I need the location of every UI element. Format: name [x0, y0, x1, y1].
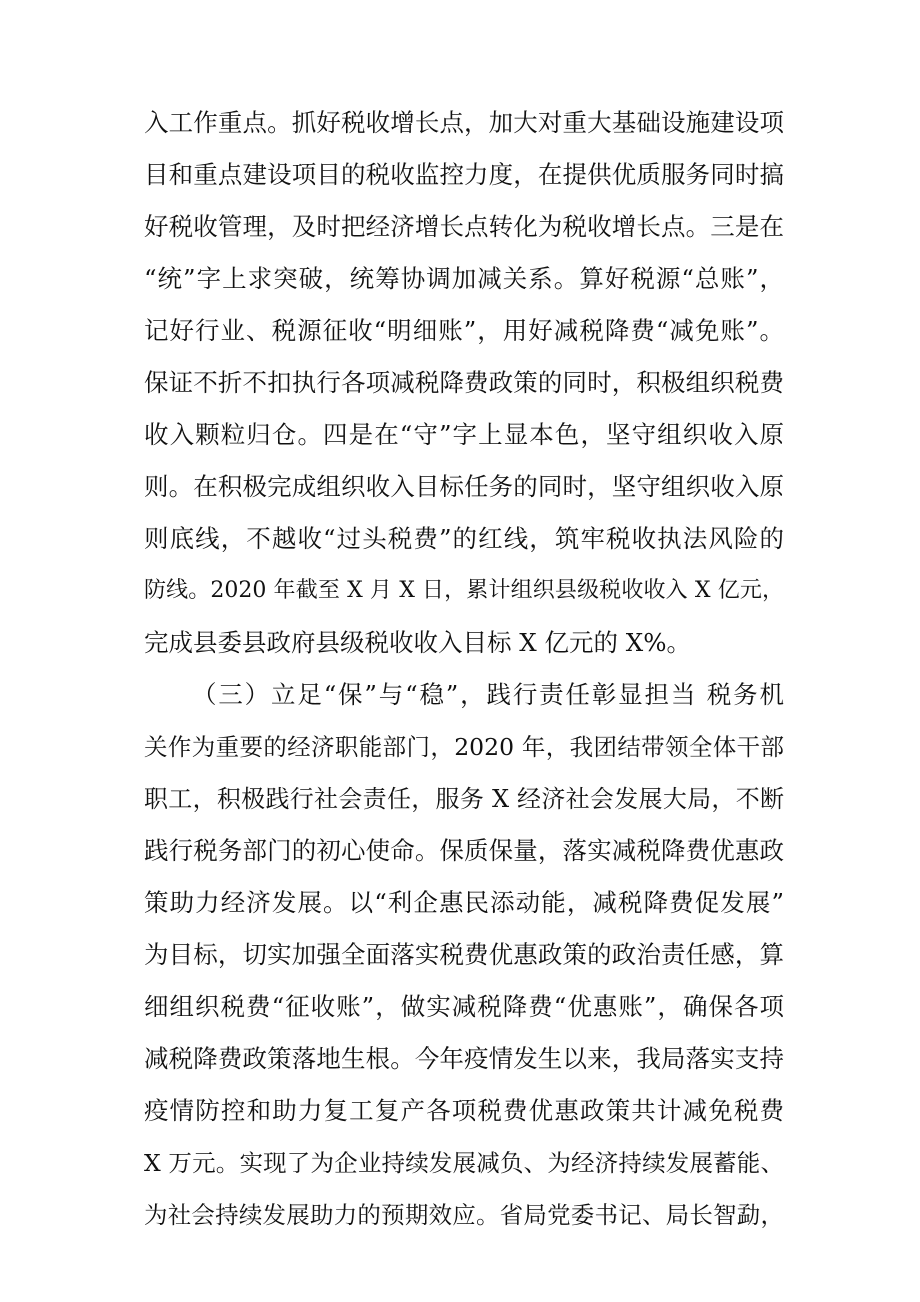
text-line: 关作为重要的经济职能部门，2020 年，我团结带领全体干部 [144, 733, 784, 761]
text-line: 细组织税费“征收账”，做实减税降费“优惠账”，确保各项 [144, 992, 784, 1021]
text-line: “统”字上求突破，统筹协调加减关系。算好税源“总账”， [144, 264, 784, 293]
text-line: 入工作重点。抓好税收增长点，加大对重大基础设施建设项 [144, 108, 784, 137]
text-line: 完成县委县政府县级税收收入目标 X 亿元的 X%。 [144, 628, 692, 657]
text-line: 减税降费政策落地生根。今年疫情发生以来，我局落实支持 [144, 1044, 784, 1073]
text-line: 践行税务部门的初心使命。保质保量，落实减税降费优惠政 [144, 836, 784, 865]
text-line: 则。在积极完成组织收入目标任务的同时，坚守组织收入原 [144, 472, 784, 501]
text-line: 收入颗粒归仓。四是在“守”字上显本色，坚守组织收入原 [144, 420, 784, 449]
section-heading-line: （三）立足“保”与“稳”，践行责任彰显担当 税务机 [192, 680, 784, 709]
text-line: 策助力经济发展。以“利企惠民添动能，减税降费促发展” [144, 888, 784, 917]
text-line: 记好行业、税源征收“明细账”，用好减税降费“减免账”。 [144, 316, 784, 345]
text-line: 为社会持续发展助力的预期效应。省局党委书记、局长智勐， [144, 1201, 784, 1229]
text-line: 保证不折不扣执行各项减税降费政策的同时，积极组织税费 [144, 368, 784, 397]
text-line: 为目标，切实加强全面落实税费优惠政策的政治责任感，算 [144, 940, 784, 969]
text-line: 防线。2020 年截至 X 月 X 日，累计组织县级税收收入 X 亿元， [144, 578, 784, 603]
text-line: 疫情防控和助力复工复产各项税费优惠政策共计减免税费 [144, 1096, 784, 1125]
text-line: 则底线，不越收“过头税费”的红线，筑牢税收执法风险的 [144, 524, 784, 553]
text-line: 好税收管理，及时把经济增长点转化为税收增长点。三是在 [144, 212, 784, 241]
text-line: X 万元。实现了为企业持续发展减负、为经济持续发展蓄能、 [144, 1149, 784, 1177]
text-line: 目和重点建设项目的税收监控力度，在提供优质服务同时搞 [144, 160, 784, 189]
text-line: 职工，积极践行社会责任，服务 X 经济社会发展大局，不断 [144, 785, 784, 813]
